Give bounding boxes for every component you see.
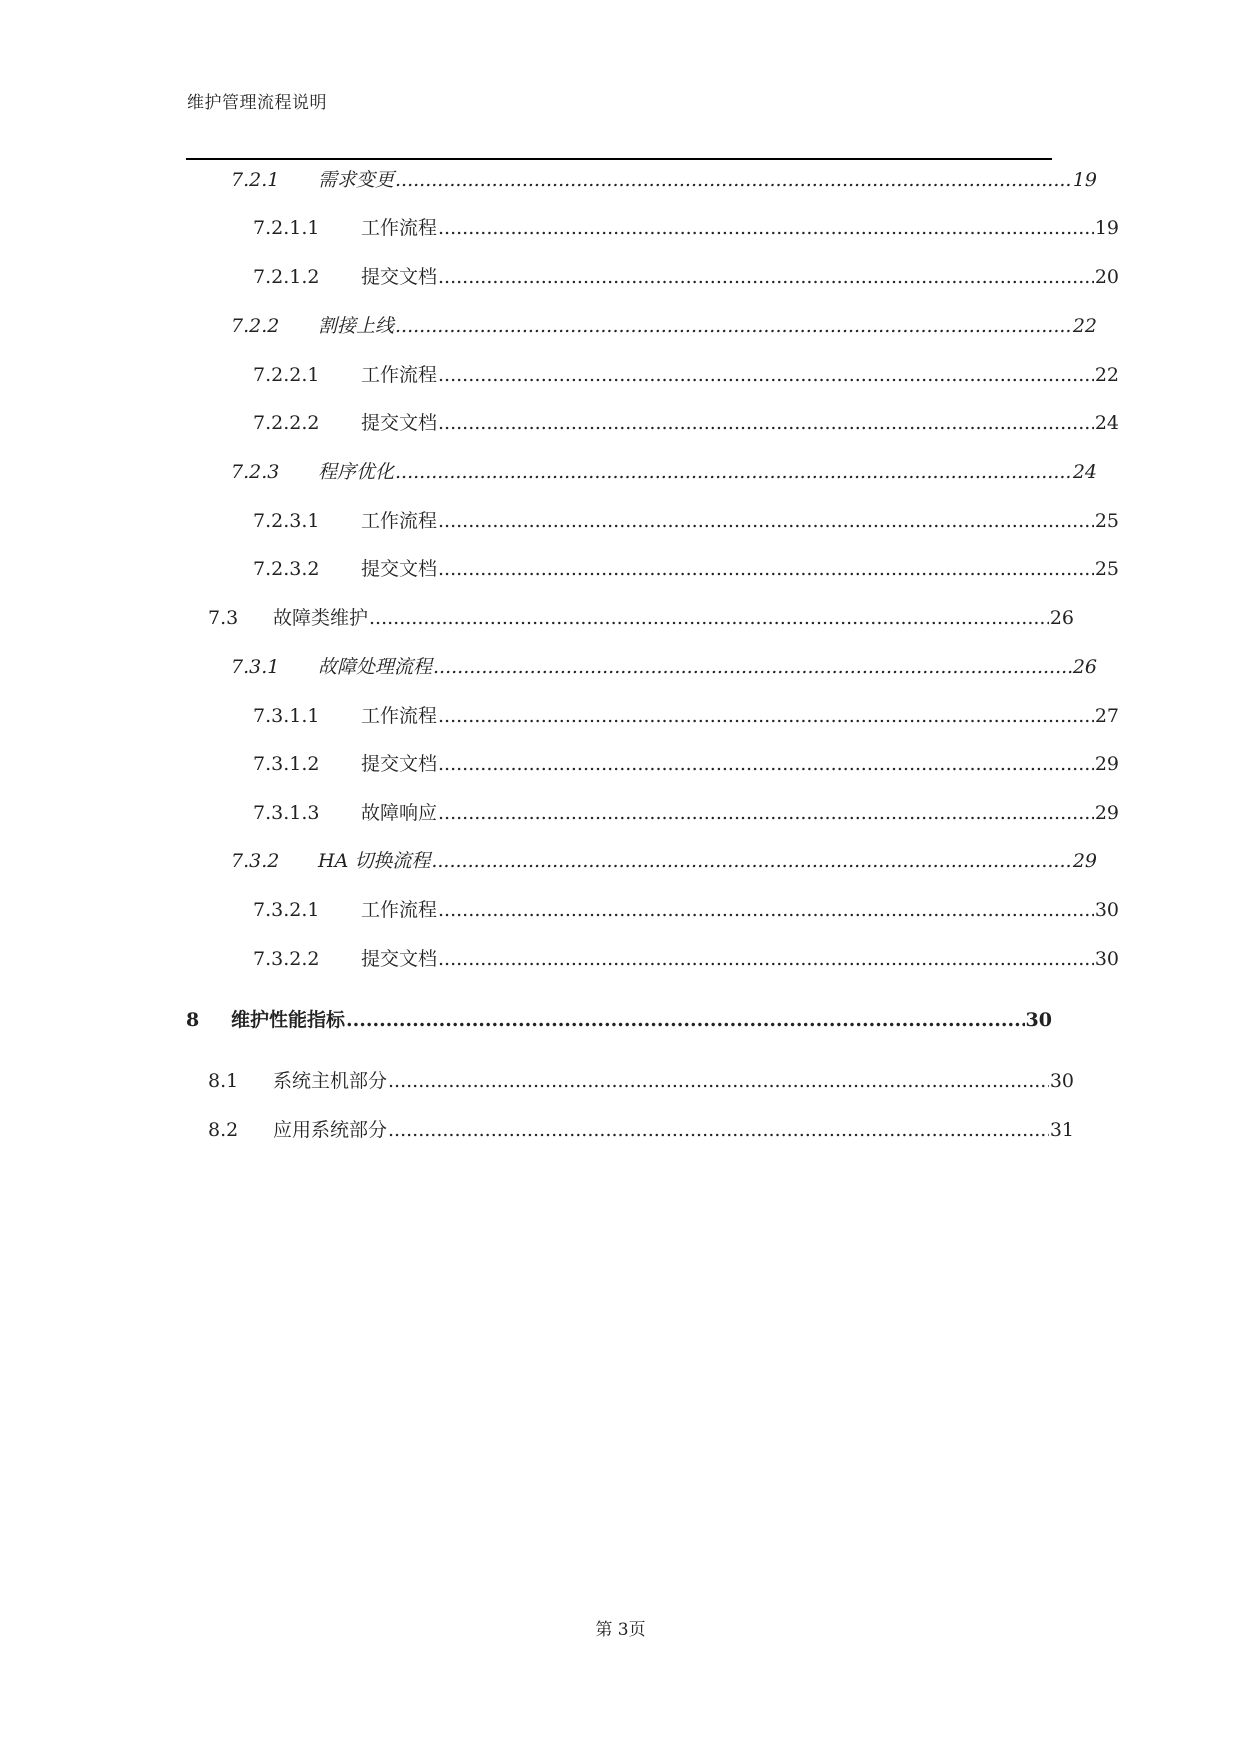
toc-dot-leader [395, 457, 1072, 487]
toc-entry-title: 故障响应 [361, 802, 438, 824]
toc-entry-title: 提交文档 [361, 266, 438, 288]
toc-entry-title: 提交文档 [361, 412, 438, 434]
toc-entry[interactable] [186, 1115, 1074, 1145]
toc-dot-leader [388, 1066, 1049, 1096]
toc-entry[interactable] [186, 798, 1119, 828]
toc-entry-title: 提交文档 [361, 948, 438, 970]
toc-dot-leader [431, 846, 1071, 876]
toc-dot-leader [438, 408, 1094, 438]
toc-entry-title: 工作流程 [361, 510, 438, 532]
toc-entry-title: 需求变更 [318, 169, 395, 191]
toc-entry-title: 工作流程 [361, 217, 438, 239]
toc-entry-title: 维护性能指标 [231, 1009, 346, 1031]
toc-entry-page: 19 [1094, 217, 1119, 239]
toc-entry-title: 割接上线 [318, 315, 395, 337]
toc-entry-title: 工作流程 [361, 364, 438, 386]
toc-entry-number: 7.2.2.1 [253, 364, 320, 386]
toc-dot-leader [395, 311, 1072, 341]
toc-entry-number: 7.2.1.1 [253, 217, 320, 239]
toc-entry-page: 30 [1049, 1070, 1074, 1092]
toc-entry-number: 7.2.1.2 [253, 266, 320, 288]
toc-dot-leader [438, 213, 1094, 243]
toc-entry-number: 7.3.2.1 [253, 899, 320, 921]
toc-entry-page: 30 [1094, 899, 1119, 921]
toc-entry-title: 系统主机部分 [273, 1070, 388, 1092]
toc-entry-number: 7.3 [208, 607, 239, 629]
toc-entry-page: 26 [1049, 607, 1074, 629]
toc-entry[interactable] [186, 1066, 1074, 1096]
toc-entry-number: 7.2.2.2 [253, 412, 320, 434]
toc-entry[interactable] [186, 701, 1119, 731]
toc-dot-leader [438, 506, 1094, 536]
toc-dot-leader [438, 944, 1094, 974]
toc-entry-title: 故障类维护 [273, 607, 369, 629]
toc-dot-leader [438, 701, 1094, 731]
toc-entry-number: 7.3.1 [231, 656, 280, 678]
toc-entry-title: 故障处理流程 [318, 656, 433, 678]
toc-entry-number: 8.1 [208, 1070, 239, 1092]
toc-entry[interactable] [186, 360, 1119, 390]
toc-entry-page: 24 [1094, 412, 1119, 434]
toc-entry[interactable] [186, 749, 1119, 779]
toc-entry[interactable] [186, 944, 1119, 974]
toc-dot-leader [395, 165, 1072, 195]
toc-dot-leader [438, 262, 1094, 292]
toc-entry-page: 20 [1094, 266, 1119, 288]
toc-entry-number: 7.2.3 [231, 461, 280, 483]
toc-entry-page: 29 [1094, 802, 1119, 824]
toc-dot-leader [388, 1115, 1049, 1145]
toc-entry[interactable] [186, 603, 1074, 633]
toc-entry[interactable] [186, 408, 1119, 438]
toc-entry-title: 工作流程 [361, 705, 438, 727]
toc-entry-number: 7.2.1 [231, 169, 280, 191]
toc-entry-title: 提交文档 [361, 558, 438, 580]
toc-entry-number: 7.3.1.1 [253, 705, 320, 727]
toc-entry-page: 30 [1025, 1009, 1052, 1031]
toc-dot-leader [433, 652, 1072, 682]
toc-entry-page: 25 [1094, 510, 1119, 532]
toc-entry-number: 7.3.1.3 [253, 802, 320, 824]
toc-entry-page: 27 [1094, 705, 1119, 727]
toc-entry-page: 25 [1094, 558, 1119, 580]
toc-entry[interactable] [186, 311, 1097, 341]
toc-dot-leader [438, 360, 1094, 390]
toc-entry-number: 7.3.1.2 [253, 753, 320, 775]
toc-entry[interactable] [186, 213, 1119, 243]
toc-entry-page: 26 [1072, 656, 1097, 678]
toc-dot-leader [369, 603, 1049, 633]
toc-entry-number: 8.2 [208, 1119, 239, 1141]
toc-entry-page: 30 [1094, 948, 1119, 970]
toc-entry[interactable] [186, 506, 1119, 536]
toc-entry[interactable] [186, 895, 1119, 925]
toc-entry[interactable] [186, 846, 1097, 876]
toc-entry[interactable] [186, 652, 1097, 682]
toc-entry[interactable] [186, 457, 1097, 487]
toc-dot-leader [438, 798, 1094, 828]
toc-dot-leader [438, 895, 1094, 925]
toc-entry[interactable] [186, 165, 1097, 195]
toc-dot-leader [438, 749, 1094, 779]
toc-entry-number: 7.2.3.2 [253, 558, 320, 580]
page-header-title: 维护管理流程说明 [187, 93, 327, 113]
toc-entry[interactable] [186, 262, 1119, 292]
header-divider [186, 158, 1052, 160]
toc-entry-page: 29 [1072, 850, 1097, 872]
toc-dot-leader [438, 554, 1094, 584]
toc-entry-title: 应用系统部分 [273, 1119, 388, 1141]
toc-entry[interactable] [186, 1005, 1052, 1035]
toc-entry-number: 7.2.3.1 [253, 510, 320, 532]
toc-dot-leader [346, 1005, 1025, 1035]
toc-entry-title: 提交文档 [361, 753, 438, 775]
toc-entry-page: 31 [1049, 1119, 1074, 1141]
toc-entry-number: 7.3.2.2 [253, 948, 320, 970]
toc-entry-title: HA 切换流程 [318, 850, 431, 872]
toc-entry-page: 22 [1072, 315, 1097, 337]
toc-entry-page: 19 [1072, 169, 1097, 191]
toc-entry-page: 22 [1094, 364, 1119, 386]
toc-entry-title: 工作流程 [361, 899, 438, 921]
toc-entry[interactable] [186, 554, 1119, 584]
toc-entry-number: 7.3.2 [231, 850, 280, 872]
toc-entry-number: 8 [186, 1009, 200, 1031]
toc-entry-number: 7.2.2 [231, 315, 280, 337]
toc-entry-title: 程序优化 [318, 461, 395, 483]
toc-entry-page: 29 [1094, 753, 1119, 775]
page-number: 第 3页 [595, 1620, 646, 1640]
toc-entry-page: 24 [1072, 461, 1097, 483]
